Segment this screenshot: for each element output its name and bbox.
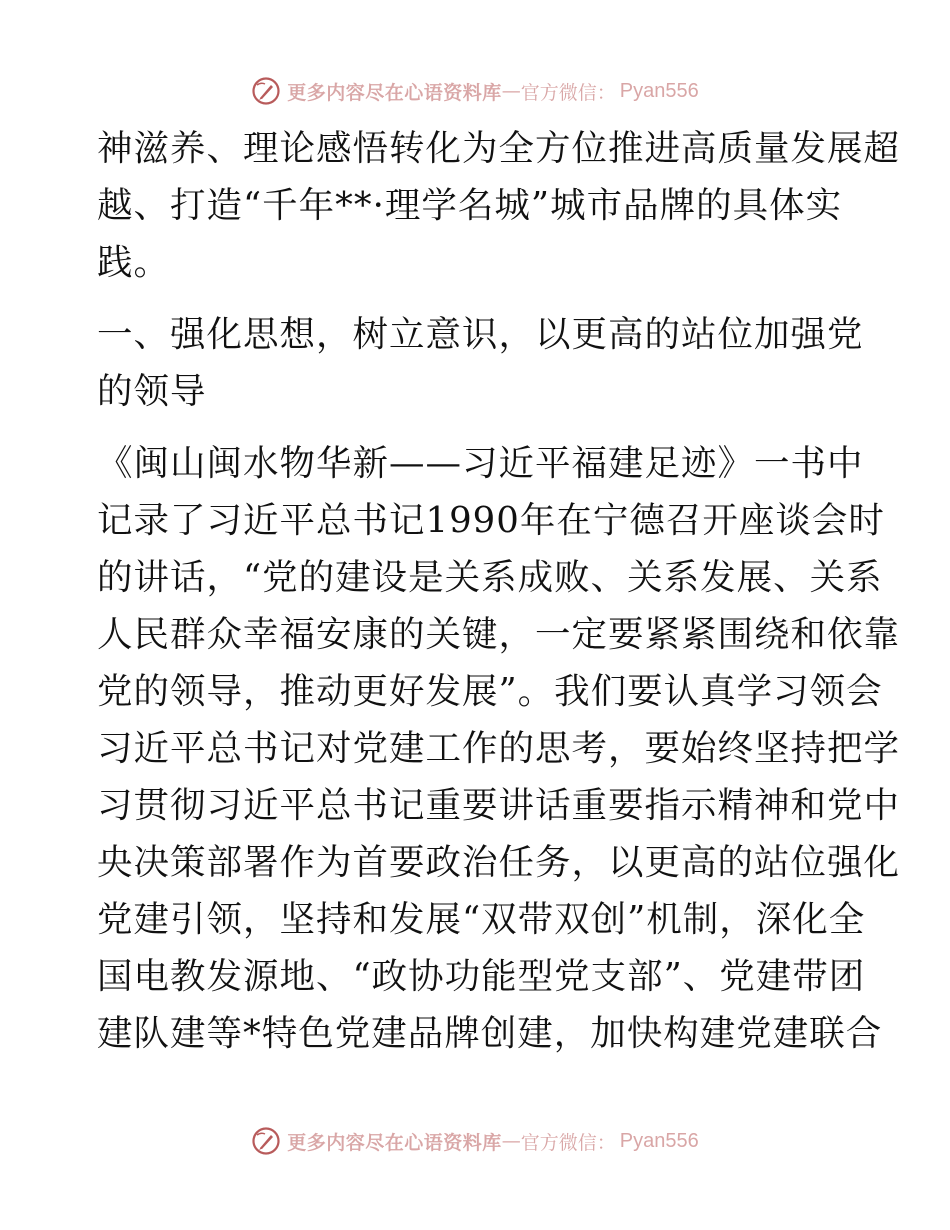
text-line: 记录了习近平总书记1990年在宁德召开座谈会时 [97, 500, 885, 541]
watermark-wechat-label: 官方微信： [520, 1131, 616, 1154]
watermark-wechat-id: Pyan556 [619, 1129, 699, 1152]
text-line: 央决策部署作为首要政治任务，以更高的站位强化 [97, 842, 901, 883]
text-line: 国电教发源地、“政协功能型党支部”、党建带团 [97, 956, 866, 997]
text-line: 践。 [97, 242, 171, 283]
heading-line: 的领导 [97, 371, 207, 412]
text-line: 党建引领，坚持和发展“双带双创”机制，深化全 [97, 899, 866, 940]
watermark-separator: — [501, 80, 521, 102]
watermark-header [0, 71, 950, 111]
document-body [97, 120, 901, 1062]
text-line: 建队建等*特色党建品牌创建，加快构建党建联合 [97, 1013, 883, 1054]
quill-pen-logo-icon [251, 76, 281, 106]
text-line: 的讲话，“党的建设是关系成败、关系发展、关系 [97, 557, 883, 598]
heading-line: 一、强化思想，树立意识，以更高的站位加强党 [97, 314, 864, 355]
watermark-separator: — [501, 1130, 521, 1152]
section-heading [97, 306, 864, 420]
text-line: 习近平总书记对党建工作的思考，要始终坚持把学 [97, 728, 901, 769]
watermark-main-text: 更多内容尽在心语资料库 [287, 1131, 502, 1154]
text-line: 习贯彻习近平总书记重要讲话重要指示精神和党中 [97, 785, 901, 826]
watermark-wechat-label: 官方微信： [520, 81, 616, 104]
body-paragraph [97, 435, 901, 1062]
watermark-wechat-id: Pyan556 [619, 79, 699, 102]
text-line: 神滋养、理论感悟转化为全方位推进高质量发展超 [97, 128, 901, 169]
quill-pen-logo-icon [251, 1126, 281, 1156]
watermark-footer [0, 1121, 950, 1161]
text-line: 人民群众幸福安康的关键，一定要紧紧围绕和依靠 [97, 614, 901, 655]
text-line: 《闽山闽水物华新——习近平福建足迹》一书中 [97, 443, 864, 484]
text-line: 党的领导，推动更好发展”。我们要认真学习领会 [97, 671, 883, 712]
intro-paragraph [97, 120, 901, 291]
text-line: 越、打造“千年**·理学名城”城市品牌的具体实 [97, 185, 843, 226]
watermark-main-text: 更多内容尽在心语资料库 [287, 81, 502, 104]
